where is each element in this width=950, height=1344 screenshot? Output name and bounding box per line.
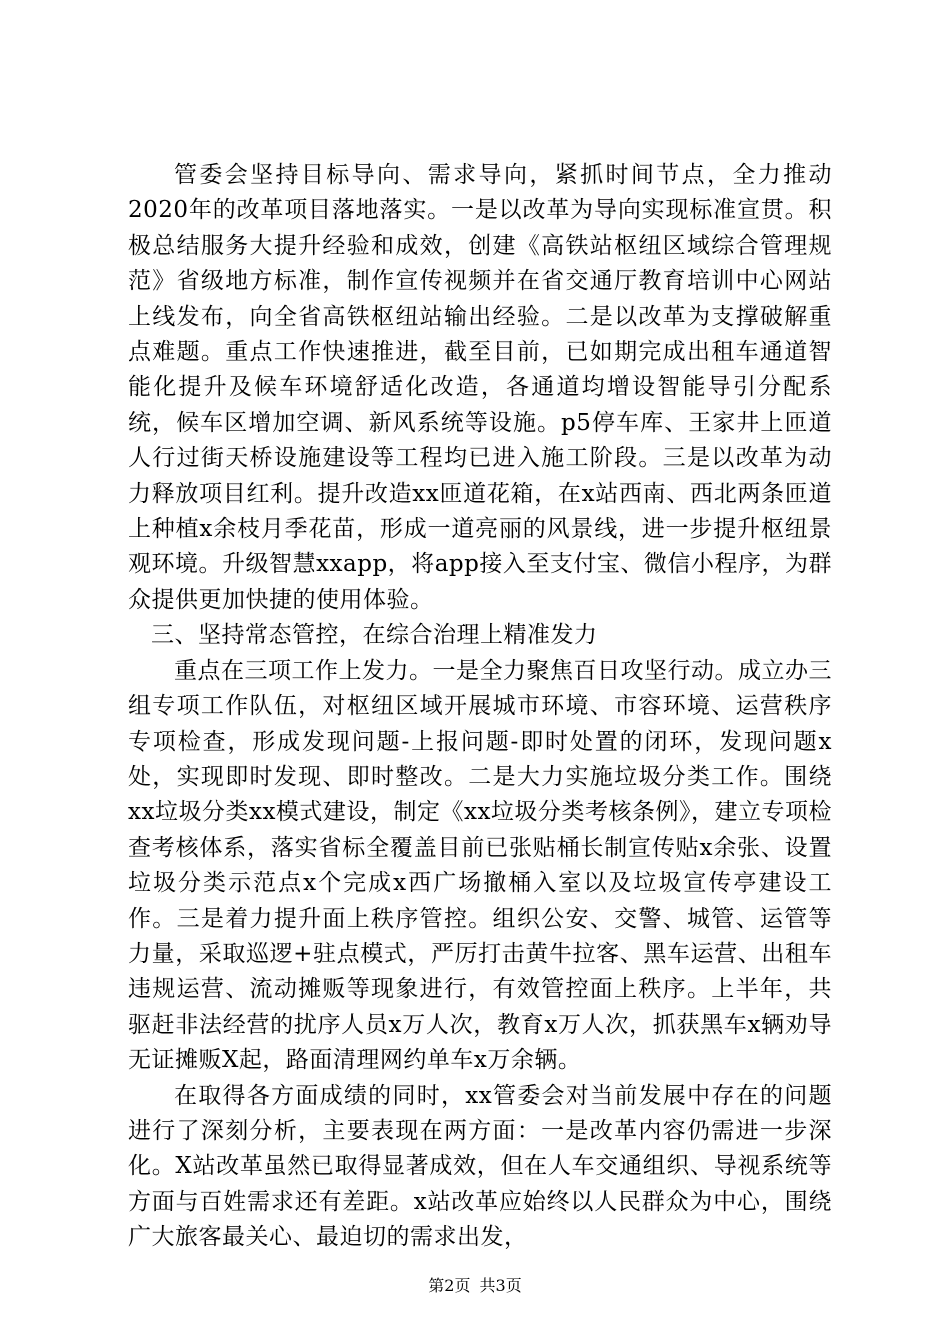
paragraph-problem-analysis: 在取得各方面成绩的同时，xx管委会对当前发展中存在的问题进行了深刻分析，主要表现在两方面：一是改革内容仍需进一步深化。X站改革虽然已取得显著成效，但在人车交通组织、导视系统等方面与百姓需求还有差距。x站改革应始终以人民群众为中心，围绕广大旅客最关心、最迫切的需求出发，: [128, 1082, 832, 1251]
page-footer: [0, 1276, 950, 1296]
section-heading-three: 三、坚持常态管控，在综合治理上精准发力: [151, 622, 598, 649]
paragraph-three-tasks: 重点在三项工作上发力。一是全力聚焦百日攻坚行动。成立办三组专项工作队伍，对枢纽区域开展城市环境、市容环境、运营秩序专项检查，形成发现问题-上报问题-即时处置的闭环，发现问题x处，实现即时发现、即时整改。二是大力实施垃圾分类工作。围绕xx垃圾分类xx模式建设，制定《xx垃圾分类考核条例》，建立专项检查考核体系，落实省标全覆盖目前已张贴桶长制宣传贴x余张、设置垃圾分类示范点x个完成x西广场撤桶入室以及垃圾宣传亭建设工作。三是着力提升面上秩序管控。组织公安、交警、城管、运管等力量，采取巡逻+驻点模式，严厉打击黄牛拉客、黑车运营、出租车违规运营、流动摊贩等现象进行，有效管控面上秩序。上半年，共驱赶非法经营的扰序人员x万人次，教育x万人次，抓获黑车x辆劝导无证摊贩X起，路面清理网约单车x万余辆。: [128, 657, 832, 1074]
document-body: [128, 158, 832, 1256]
page-total: 共3页: [479, 1276, 522, 1295]
paragraph-reform-progress: 管委会坚持目标导向、需求导向，紧抓时间节点，全力推动2020年的改革项目落地落实。一是以改革为导向实现标准宣贯。积极总结服务大提升经验和成效，创建《高铁站枢纽区域综合管理规范》省级地方标准，制作宣传视频并在省交通厅教育培训中心网站上线发布，向全省高铁枢纽站输出经验。二是以改革为支撑破解重点难题。重点工作快速推进，截至目前，已如期完成出租车通道智能化提升及候车环境舒适化改造，各通道均增设智能导引分配系统，候车区增加空调、新风系统等设施。p5停车库、王家井上匝道人行过街天桥设施建设等工程均已进入施工阶段。三是以改革为动力释放项目红利。提升改造xx匝道花箱，在x站西南、西北两条匝道上种植x余枝月季花苗，形成一道亮丽的风景线，进一步提升枢纽景观环境。升级智慧xxapp，将app接入至支付宝、微信小程序，为群众提供更加快捷的使用体验。: [128, 162, 832, 613]
page-number: 第2页: [428, 1276, 471, 1295]
